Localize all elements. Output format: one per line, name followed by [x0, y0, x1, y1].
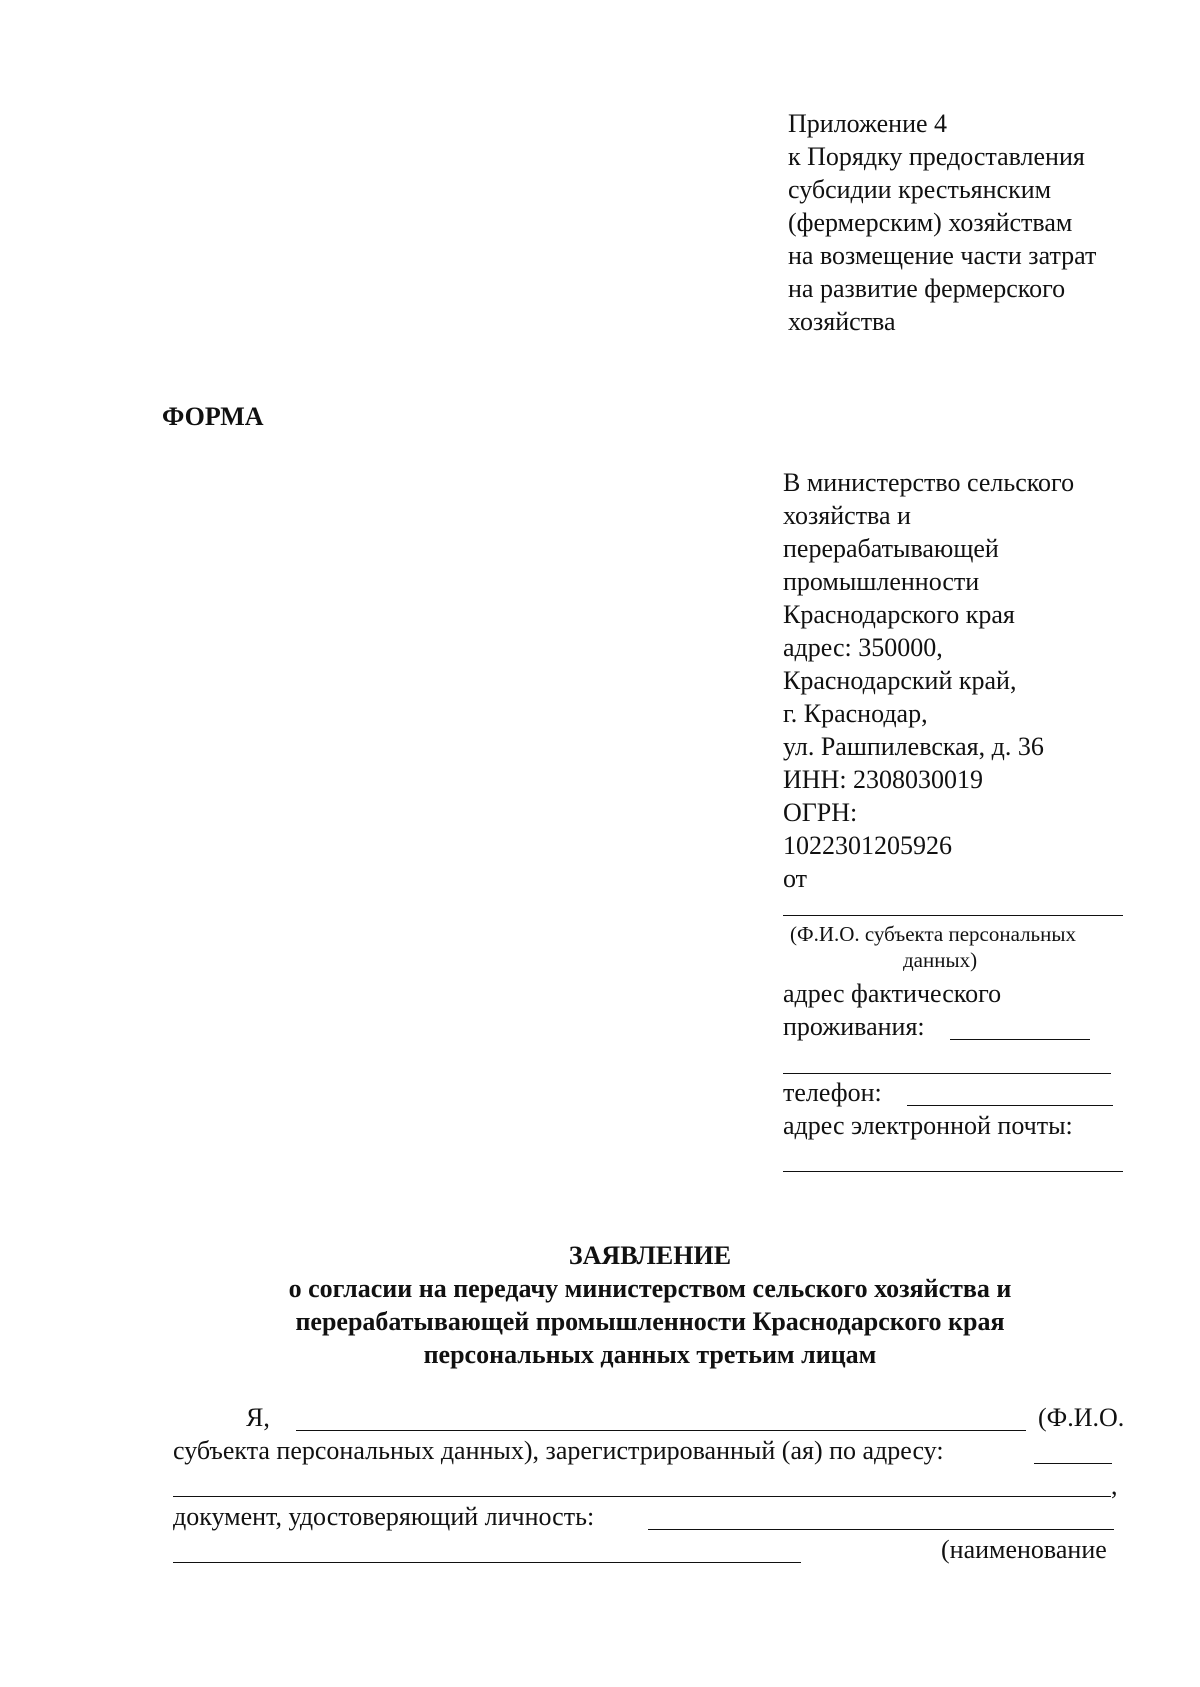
email-blank-line[interactable]	[783, 1171, 1123, 1172]
phone-label: телефон:	[783, 1078, 882, 1107]
form-label: ФОРМА	[162, 402, 264, 431]
email-label: адрес электронной почты:	[783, 1111, 1073, 1140]
addressee-line: Краснодарский край,	[783, 666, 1017, 695]
addressee-line: адрес: 350000,	[783, 633, 943, 662]
fio-hint: (Ф.И.О.	[1038, 1403, 1125, 1432]
address-input-line-2[interactable]	[173, 1496, 1111, 1497]
statement-title: ЗАЯВЛЕНИЕ	[568, 1241, 732, 1270]
addressee-line: г. Краснодар,	[783, 699, 928, 728]
addressee-line: ул. Рашпилевская, д. 36	[783, 732, 1044, 761]
document-input-line[interactable]	[648, 1529, 1114, 1530]
appendix-line: Приложение 4	[788, 109, 948, 138]
phone-blank-line[interactable]	[907, 1105, 1113, 1106]
document-input-line-2[interactable]	[173, 1562, 801, 1563]
addressee-line: Краснодарского края	[783, 600, 1015, 629]
addressee-line: В министерство сельского	[783, 468, 1075, 497]
document-label: документ, удостоверяющий личность:	[173, 1502, 595, 1531]
residence-label: адрес фактического	[783, 979, 1002, 1008]
residence-blank-line-2[interactable]	[783, 1073, 1111, 1074]
address-input-line[interactable]	[1034, 1463, 1112, 1464]
residence-label: проживания:	[783, 1012, 925, 1041]
fio-caption: (Ф.И.О. субъекта персональных	[790, 922, 1076, 946]
appendix-line: к Порядку предоставления	[788, 142, 1085, 171]
addressee-line: ИНН: 2308030019	[783, 765, 984, 794]
appendix-line: на развитие фермерского	[788, 274, 1066, 303]
fio-blank-line[interactable]	[783, 915, 1123, 916]
fio-input-line[interactable]	[296, 1430, 1026, 1431]
addressee-line: промышленности	[783, 567, 980, 596]
addressee-line: перерабатывающей	[783, 534, 999, 563]
appendix-line: на возмещение части затрат	[788, 241, 1097, 270]
fio-caption: данных)	[903, 948, 978, 972]
addressee-line: ОГРН:	[783, 798, 858, 827]
addressee-line: 1022301205926	[783, 831, 952, 860]
appendix-line: хозяйства	[788, 307, 896, 336]
i-label: Я,	[246, 1403, 270, 1432]
statement-subtitle-line: перерабатывающей промышленности Краснодарского края	[295, 1307, 1005, 1336]
residence-blank-line[interactable]	[950, 1039, 1090, 1040]
addressee-line: хозяйства и	[783, 501, 911, 530]
name-hint: (наименование	[941, 1535, 1107, 1564]
statement-subtitle-line: о согласии на передачу министерством сельского хозяйства и	[288, 1274, 1012, 1303]
appendix-line: (фермерским) хозяйствам	[788, 208, 1073, 237]
addressee-line: от	[783, 864, 808, 893]
body-line-2: субъекта персональных данных), зарегистрированный (ая) по адресу:	[173, 1436, 944, 1465]
appendix-line: субсидии крестьянским	[788, 175, 1052, 204]
statement-subtitle-line: персональных данных третьим лицам	[423, 1340, 877, 1369]
comma: ,	[1111, 1471, 1118, 1500]
